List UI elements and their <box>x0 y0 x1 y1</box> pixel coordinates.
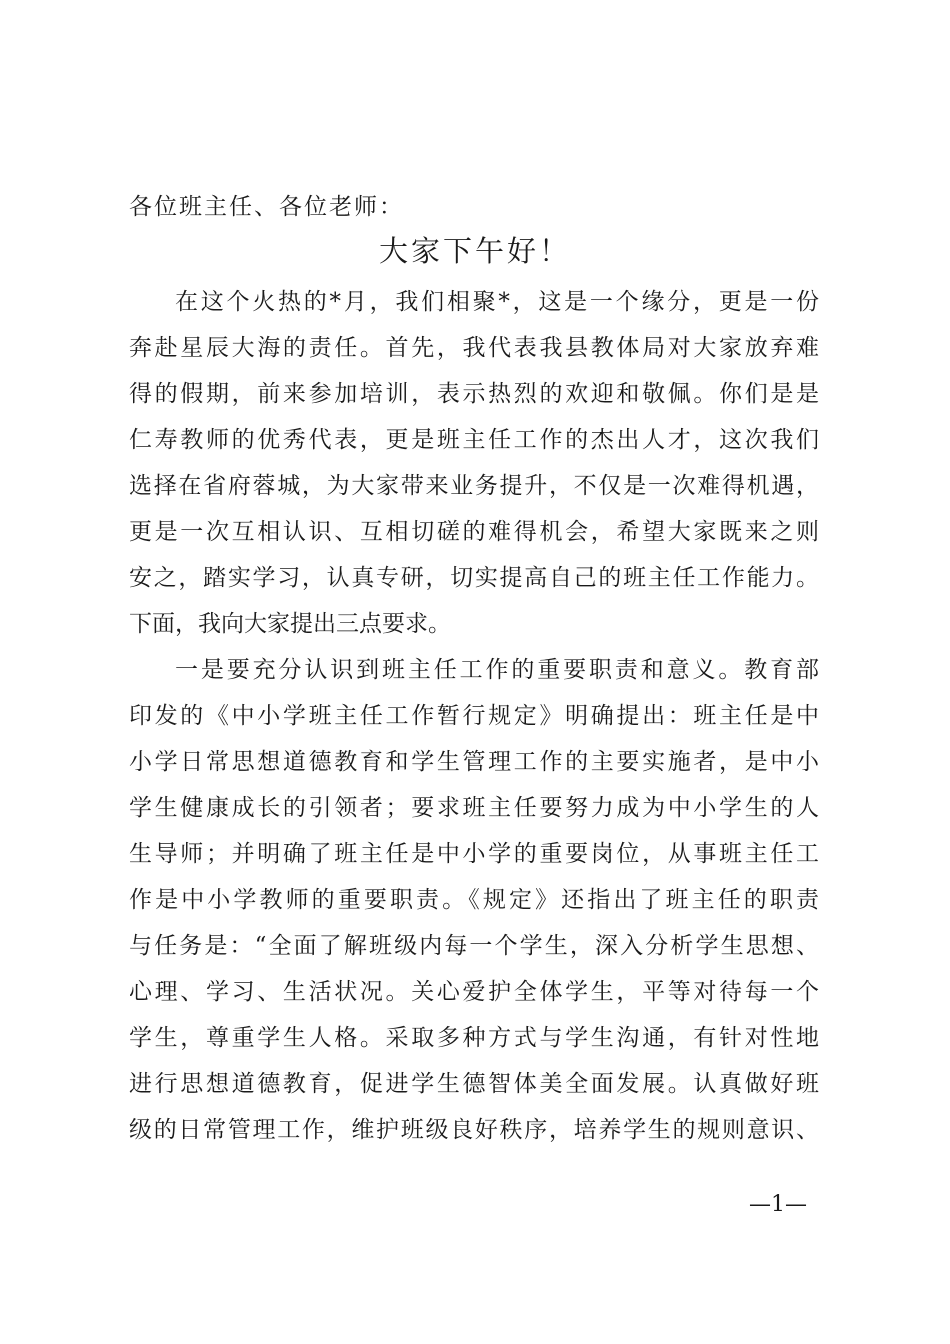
text-line: 下面，我向大家提出三点要求。 <box>129 611 451 637</box>
page-number: —1— <box>749 1192 807 1217</box>
text-line: 安之，踏实学习，认真专研，切实提高自己的班主任工作能力。 <box>129 565 819 591</box>
text-line: 仁寿教师的优秀代表，更是班主任工作的杰出人才，这次我们 <box>129 427 819 453</box>
text-line: 与任务是：“全面了解班级内每一个学生，深入分析学生思想、 <box>129 933 819 959</box>
text-line: 学生，尊重学生人格。采取多种方式与学生沟通，有针对性地 <box>129 1025 819 1051</box>
text-line: 小学日常思想道德教育和学生管理工作的主要实施者，是中小 <box>129 749 819 775</box>
text-line: 心理、学习、生活状况。关心爱护全体学生，平等对待每一个 <box>129 979 819 1005</box>
text-line: 得的假期，前来参加培训，表示热烈的欢迎和敬佩。你们是是 <box>129 381 819 407</box>
text-line: 奔赴星辰大海的责任。首先，我代表我县教体局对大家放弃难 <box>129 335 819 361</box>
greeting-heading: 大家下午好！ <box>378 234 571 268</box>
text-line: 在这个火热的*月，我们相聚*，这是一个缘分，更是一份 <box>175 289 819 315</box>
paragraph-1 <box>129 279 819 647</box>
text-line: 级的日常管理工作，维护班级良好秩序，培养学生的规则意识、 <box>129 1117 819 1143</box>
body-text <box>129 279 819 1153</box>
text-line: 选择在省府蓉城，为大家带来业务提升，不仅是一次难得机遇， <box>129 473 819 499</box>
text-line: 学生健康成长的引领者；要求班主任要努力成为中小学生的人 <box>129 795 819 821</box>
text-line: 更是一次互相认识、互相切磋的难得机会，希望大家既来之则 <box>129 519 819 545</box>
salutation: 各位班主任、各位老师： <box>129 194 404 220</box>
text-line: 印发的《中小学班主任工作暂行规定》明确提出：班主任是中 <box>129 703 819 729</box>
paragraph-2 <box>129 647 819 1153</box>
text-line: 进行思想道德教育，促进学生德智体美全面发展。认真做好班 <box>129 1071 819 1097</box>
text-line: 一是要充分认识到班主任工作的重要职责和意义。教育部 <box>175 657 819 683</box>
text-line: 生导师；并明确了班主任是中小学的重要岗位，从事班主任工 <box>129 841 819 867</box>
text-line: 作是中小学教师的重要职责。《规定》还指出了班主任的职责 <box>129 887 819 913</box>
